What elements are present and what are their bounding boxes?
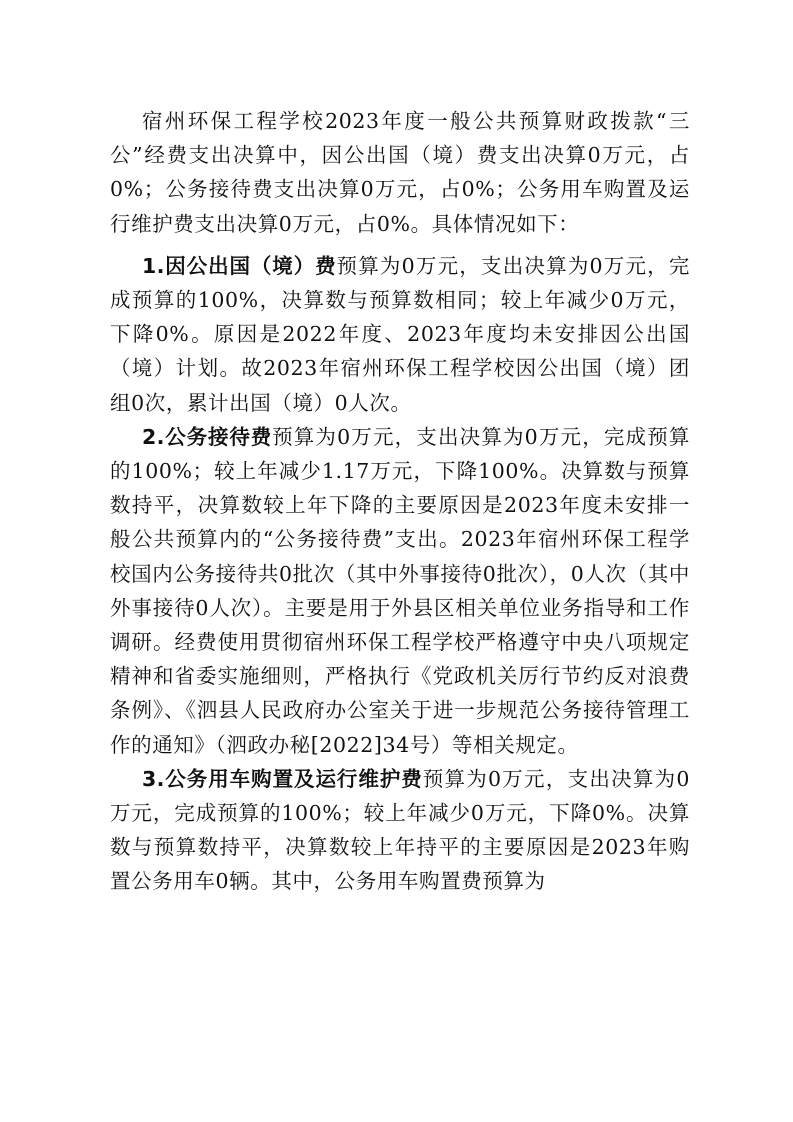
item-heading-2: 2.公务接待费: [142, 424, 273, 449]
item-heading-1: 1.因公出国（境）费: [142, 253, 337, 278]
item-text-1: 预算为0万元，支出决算为0万元，完成预算的100%，决算数与预算数相同；较上年减少0万元，下降0%。原因是2022年度、2023年度均未安排因公出国（境）计划。故2023年宿州环保工程学校因公出国（境）团组0次，累计出国（境）0人次。: [110, 253, 690, 415]
item-text-2: 预算为0万元，支出决算为0万元，完成预算的100%；较上年减少1.17万元，下降100%。决算数与预算数持平，决算数较上年下降的主要原因是2023年度未安排一般公共预算内的“公务接待费”支出。2023年宿州环保工程学校国内公务接待共0批次（其中外事接待0批次），0人次（其中外事接待0人次）。主要是用于外县区相关单位业务指导和工作调研。经费使用贯彻宿州环保工程学校严格遵守中央八项规定精神和省委实施细则，严格执行《党政机关厉行节约反对浪费条例》、《泗县人民政府办公室关于进一步规范公务接待管理工作的通知》（泗政办秘[2022]34号）等相关规定。: [110, 424, 690, 757]
document-body: [110, 104, 690, 899]
item-text-3: 预算为0万元，支出决算为0万元，完成预算的100%；较上年减少0万元，下降0%。决算数与预算数持平，决算数较上年持平的主要原因是2023年购置公务用车0辆。其中，公务用车购置费预算为: [110, 766, 690, 894]
item-paragraph-3: [110, 762, 690, 899]
item-paragraph-1: [110, 249, 690, 420]
item-paragraph-2: [110, 420, 690, 762]
intro-paragraph: 宿州环保工程学校2023年度一般公共预算财政拨款“三公”经费支出决算中，因公出国（境）费支出决算0万元，占0%；公务接待费支出决算0万元，占0%；公务用车购置及运行维护费支出决算0万元，占0%。具体情况如下：: [110, 109, 690, 236]
item-heading-3: 3.公务用车购置及运行维护费: [142, 766, 423, 791]
